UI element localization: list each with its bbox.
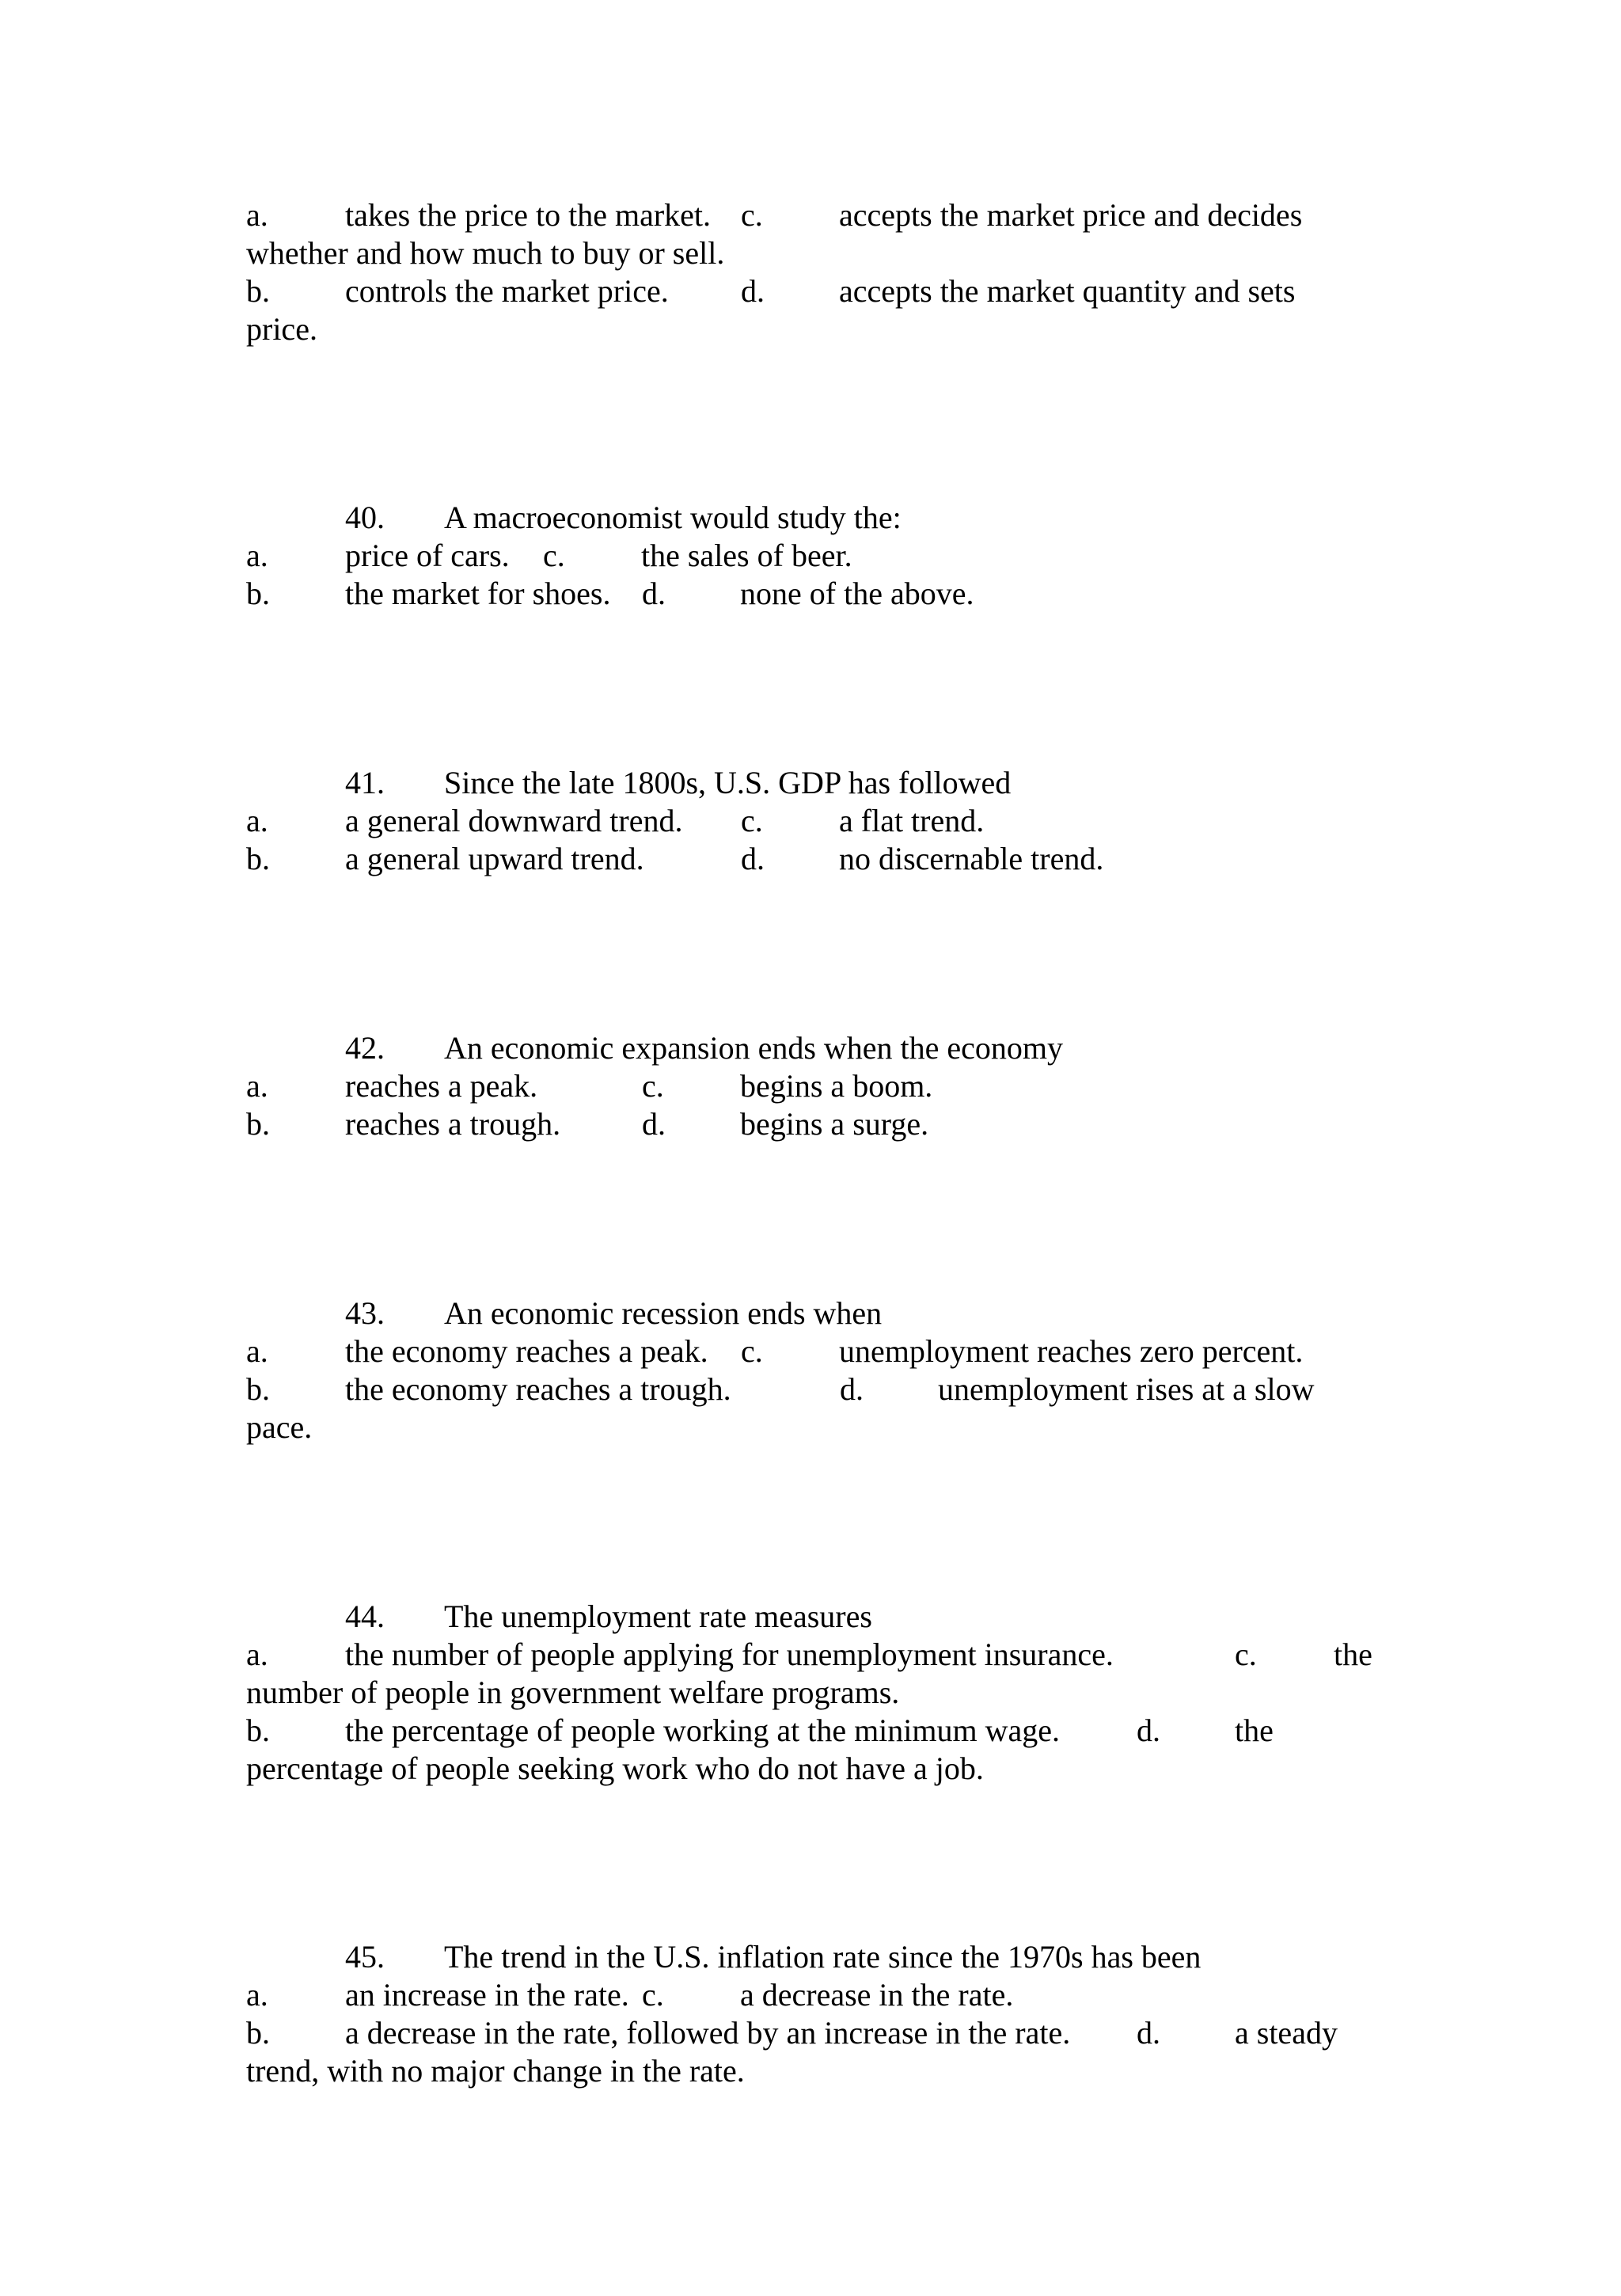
option-a-text: an increase in the rate. [345,1977,629,2013]
option-d-continuation: price. [246,311,317,347]
option-letter: d. [1137,1712,1160,1748]
option-letter: d. [741,841,765,876]
option-d-text: a steady [1235,2015,1338,2051]
question-number: 41. [345,765,385,800]
option-d-text: the [1235,1712,1274,1748]
option-c-text: a flat trend. [839,803,985,838]
option-letter: c. [1235,1636,1257,1672]
option-a-text: the number of people applying for unemployment insurance. [345,1636,1114,1672]
option-a-text: the economy reaches a peak. [345,1333,708,1369]
option-letter: a. [246,1068,268,1104]
question-stem: The trend in the U.S. inflation rate since the 1970s has been [444,1939,1202,1975]
question-number: 43. [345,1295,385,1331]
option-b-text: controls the market price. [345,273,669,309]
question-stem: Since the late 1800s, U.S. GDP has followed [444,765,1012,800]
option-letter: b. [246,1371,270,1407]
option-letter: d. [741,273,765,309]
option-letter: b. [246,273,270,309]
option-b-text: the economy reaches a trough. [345,1371,731,1407]
option-letter: c. [741,803,763,838]
option-letter: b. [246,1712,270,1748]
option-c-text: the sales of beer. [641,538,852,573]
option-d-text: none of the above. [740,576,974,611]
option-c-continuation: number of people in government welfare programs. [246,1674,900,1710]
option-d-text: no discernable trend. [839,841,1104,876]
option-d-continuation: pace. [246,1409,313,1445]
option-d-text: unemployment rises at a slow [938,1371,1315,1407]
question-number: 44. [345,1598,385,1634]
option-letter: b. [246,576,270,611]
option-letter: a. [246,803,268,838]
option-letter: a. [246,197,268,233]
option-a-text: takes the price to the market. [345,197,712,233]
option-letter: c. [741,197,763,233]
option-d-continuation: percentage of people seeking work who do not have a job. [246,1751,984,1786]
option-letter: a. [246,1977,268,2013]
option-d-text: begins a surge. [740,1106,929,1142]
option-c-continuation: whether and how much to buy or sell. [246,235,725,271]
option-letter: d. [642,1106,666,1142]
option-d-continuation: trend, with no major change in the rate. [246,2053,745,2089]
option-d-text: accepts the market quantity and sets [839,273,1296,309]
option-letter: a. [246,1333,268,1369]
option-b-text: the market for shoes. [345,576,611,611]
option-letter: b. [246,2015,270,2051]
question-stem: A macroeconomist would study the: [444,500,902,535]
option-letter: c. [543,538,565,573]
option-b-text: a general upward trend. [345,841,644,876]
option-a-text: a general downward trend. [345,803,683,838]
option-a-text: price of cars. [345,538,510,573]
option-letter: c. [642,1068,664,1104]
option-letter: b. [246,1106,270,1142]
question-stem: An economic expansion ends when the economy [444,1030,1064,1066]
option-c-text: the [1334,1636,1372,1672]
question-number: 45. [345,1939,385,1975]
option-b-text: the percentage of people working at the minimum wage. [345,1712,1061,1748]
option-letter: d. [642,576,666,611]
option-letter: d. [840,1371,864,1407]
question-number: 42. [345,1030,385,1066]
option-letter: a. [246,538,268,573]
option-c-text: accepts the market price and decides [839,197,1303,233]
option-b-text: a decrease in the rate, followed by an increase in the rate. [345,2015,1071,2051]
option-letter: d. [1137,2015,1160,2051]
question-stem: An economic recession ends when [444,1295,883,1331]
question-number: 40. [345,500,385,535]
option-c-text: a decrease in the rate. [740,1977,1014,2013]
option-letter: a. [246,1636,268,1672]
option-a-text: reaches a peak. [345,1068,538,1104]
option-letter: c. [642,1977,664,2013]
option-c-text: unemployment reaches zero percent. [839,1333,1304,1369]
option-c-text: begins a boom. [740,1068,933,1104]
question-stem: The unemployment rate measures [444,1598,872,1634]
option-b-text: reaches a trough. [345,1106,561,1142]
option-letter: b. [246,841,270,876]
option-letter: c. [741,1333,763,1369]
